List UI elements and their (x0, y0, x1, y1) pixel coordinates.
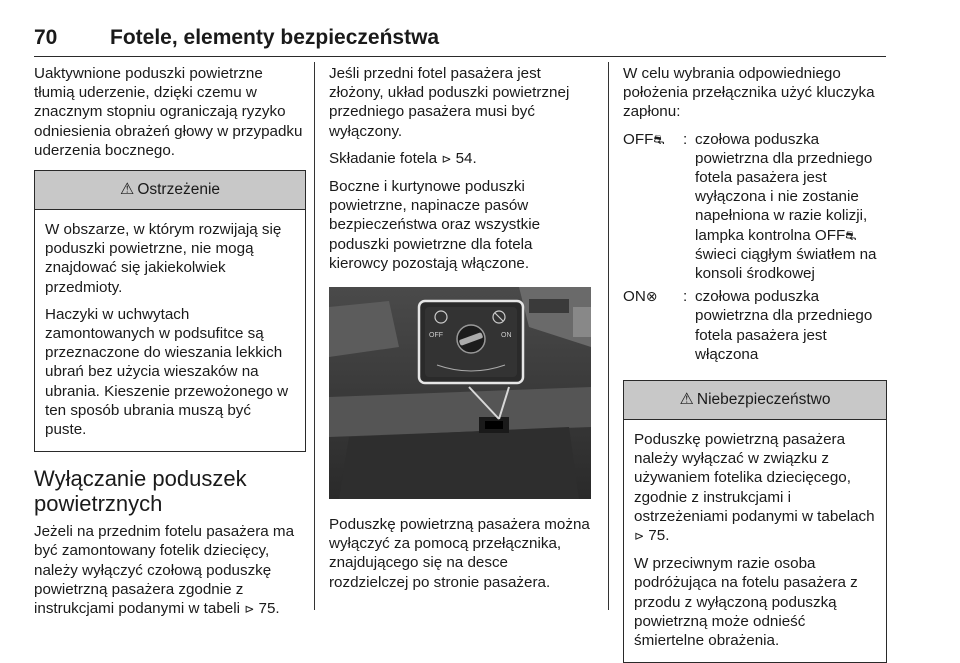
danger-title: Niebezpieczeństwo (696, 391, 831, 409)
column-2 (329, 64, 591, 600)
section-ref[interactable]: 75. (258, 600, 280, 618)
switch-off-label: OFF (429, 332, 443, 340)
page-ref-arrow-icon: ⊳ (634, 529, 645, 544)
airbag-switch-photo (329, 287, 591, 499)
danger-ref[interactable]: 75. (648, 527, 670, 545)
warning-triangle-icon: ⚠ (119, 181, 135, 199)
fold-ref-text: Składanie fotela (329, 149, 438, 167)
side-airbag-paragraph: Boczne i kurtynowe poduszki powietrzne, napinacze pasów bezpieczeństwa oraz wszystkie poduszki powietrzne dla fotela kierowcy pozostają włączone. (329, 178, 541, 272)
danger-box (623, 380, 887, 663)
warning-triangle-icon: ⚠ (679, 391, 694, 409)
fold-ref[interactable]: 54. (455, 149, 477, 167)
option-on-colon: : (683, 288, 688, 306)
option-on-text: czołowa poduszka powietrzna dla przedniego fotela pasażera jest włączona (695, 288, 873, 363)
column-divider-1 (314, 62, 315, 610)
option-off-label: OFF (623, 130, 654, 148)
airbag-on-icon: ⊗ (645, 288, 658, 305)
section-text: Jeżeli na przednim fotelu pasażera ma być zamontowany fotelik dziecięcy, należy wyłączyć czołową poduszkę powietrzną pasażera zgodnie z instrukcjami podanymi w tabeli (34, 523, 295, 618)
switch-on-label: ON (501, 332, 512, 340)
column-divider-2 (608, 62, 609, 610)
column-3 (623, 64, 887, 663)
warning-body (35, 210, 305, 451)
warning-title: Ostrzeżenie (137, 181, 221, 199)
danger-paragraph-1 (634, 430, 876, 546)
page-number: 70 (34, 26, 58, 49)
switch-intro: W celu wybrania odpowiedniego położenia przełącznika użyć kluczyka zapłonu: (623, 65, 875, 121)
page-header (34, 26, 886, 57)
danger-paragraph-2: W przeciwnym razie osoba podróżująca na fotelu pasażera z przodu z wyłączoną poduszką powietrzną może odnieść śmiertelne obrażenia. (634, 555, 858, 650)
fold-paragraph: Jeśli przedni fotel pasażera jest złożony, układ poduszki powietrznej przedniego pasażera musi być wyłączony. (329, 65, 570, 140)
option-on-label: ON (623, 288, 646, 306)
option-on (623, 287, 887, 364)
airbag-off-icon: ⛐ (653, 131, 665, 147)
intro-paragraph: Uaktywnione poduszki powietrzne tłumią uderzenie, dzięki czemu w znacznym stopniu ograniczają ryzyko odniesienia obrażeń głowy w przypadku uderzenia bocznego. (34, 65, 303, 159)
danger-header (624, 381, 886, 420)
warning-header (35, 171, 305, 210)
option-off (623, 130, 887, 284)
airbag-off-lamp-icon: ⛐ (845, 227, 857, 243)
page-ref-arrow-icon: ⊳ (244, 602, 255, 617)
warning-paragraph-1: W obszarze, w którym rozwijają się poduszki powietrzne, nie mogą znajdować się jakiekolwiek przedmioty. (45, 221, 282, 296)
page-ref-arrow-icon: ⊳ (441, 151, 452, 166)
warning-box (34, 170, 306, 452)
photo-caption: Poduszkę powietrzną pasażera można wyłączyć za pomocą przełącznika, znajdującego się na desce rozdzielczej po stronie pasażera. (329, 516, 590, 591)
section-heading: Wyłączanie poduszek powietrznych (34, 466, 247, 517)
option-off-colon: : (683, 130, 688, 148)
danger-body (624, 420, 886, 662)
fold-ref-paragraph (329, 149, 591, 169)
option-off-text: czołowa poduszka powietrzna dla przedniego fotela pasażera jest wyłączona i nie zostanie napełniona w razie kolizji, lampka kontrolna OFF (695, 130, 873, 244)
page-title: Fotele, elementy bezpieczeństwa (110, 26, 440, 49)
option-off-text-end: świeci ciągłym światłem na konsoli środkowej (695, 245, 877, 283)
danger-text: Poduszkę powietrzną pasażera należy wyłączać w związku z używaniem fotelika dziecięcego, zgodnie z instrukcjami i ostrzeżeniami podanymi w tabelach (634, 431, 875, 525)
section-paragraph (34, 522, 306, 619)
warning-paragraph-2: Haczyki w uchwytach zamontowanych w podsufitce są przeznaczone do wieszania lekkich ubrań bez użycia wieszaków na ubrania. Kieszenie przewożonego w ten sposób ubrania muszą być puste. (45, 305, 289, 439)
column-1 (34, 64, 306, 627)
